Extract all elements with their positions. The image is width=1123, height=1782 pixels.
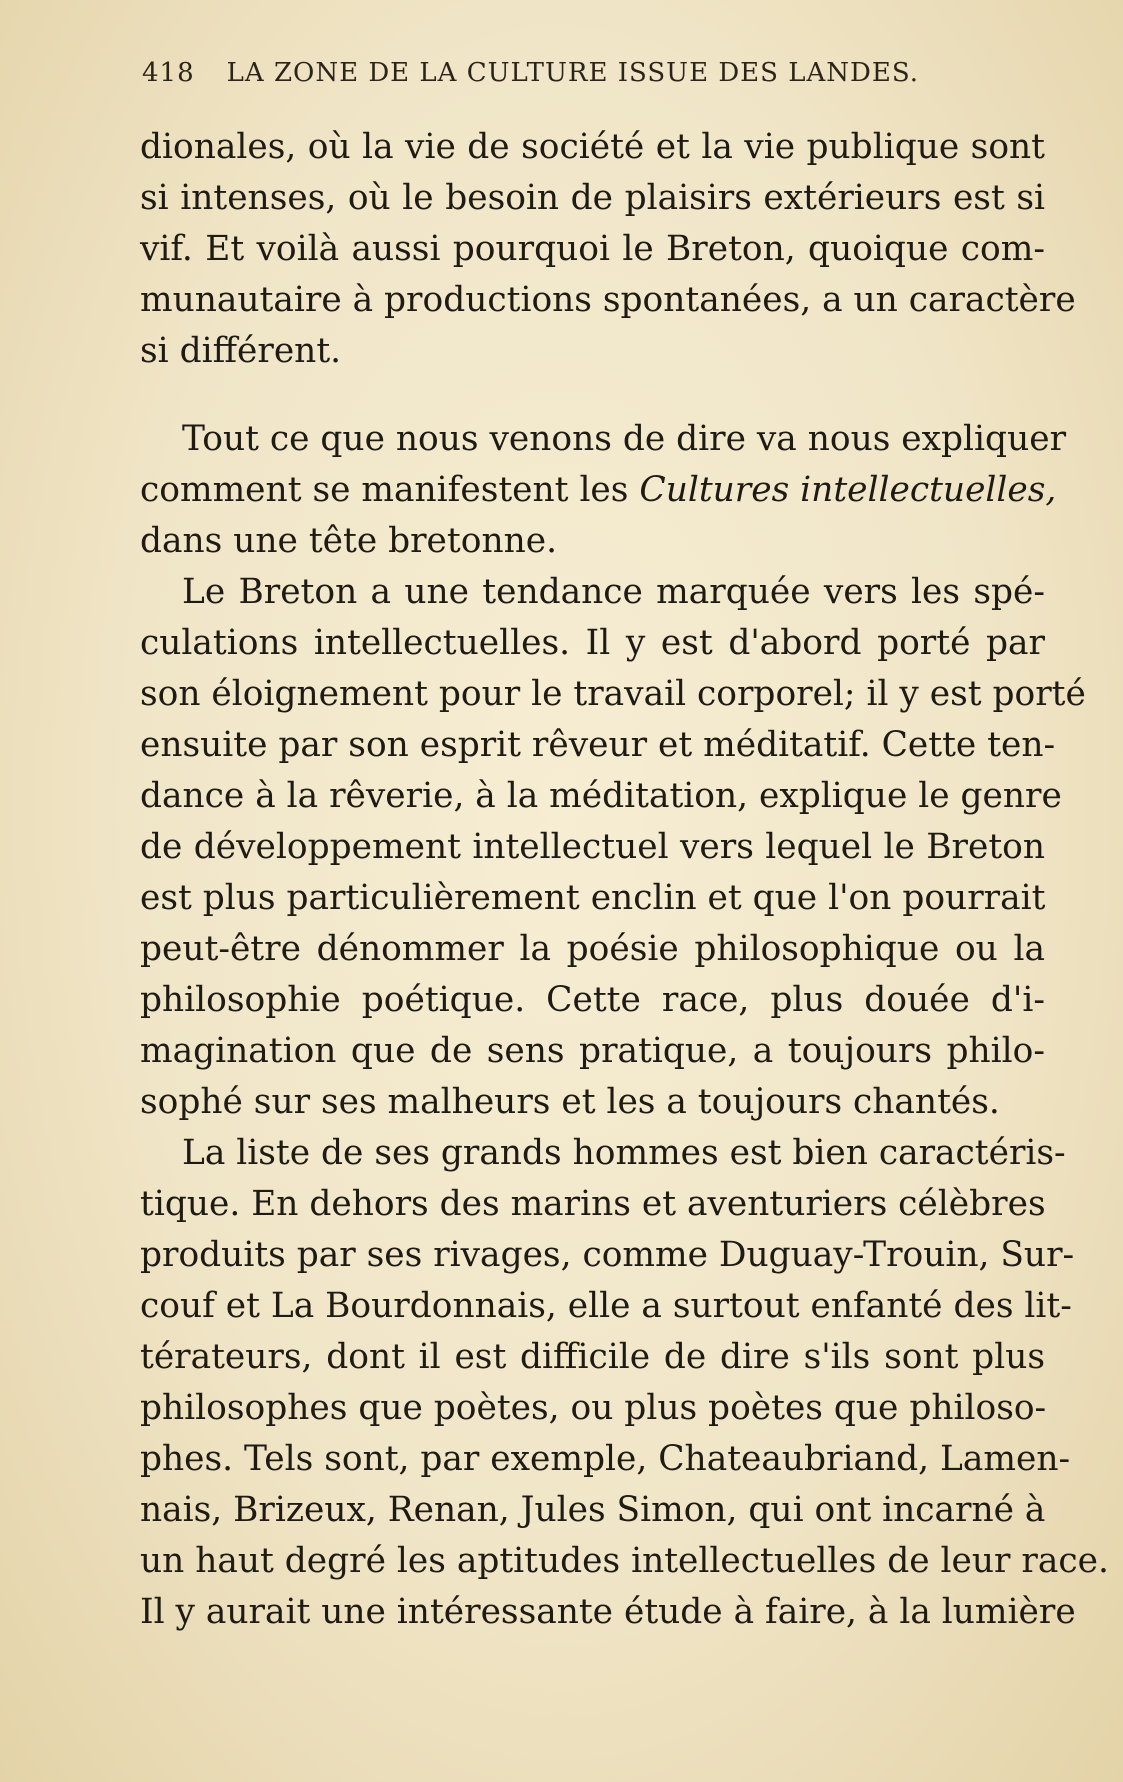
text-line: couf et La Bourdonnais, elle a surtout enfanté des lit- <box>140 1286 1072 1326</box>
paragraph <box>140 122 1076 377</box>
text-line: vif. Et voilà aussi pourquoi le Breton, quoique com- <box>140 229 1045 269</box>
text-line: dionales, où la vie de société et la vie publique sont <box>140 127 1045 167</box>
text-line: Le Breton a une tendance marquée vers les spé- <box>182 572 1045 612</box>
text-line: peut-être dénommer la poésie philosophique ou la <box>140 929 1045 969</box>
text-line: si intenses, où le besoin de plaisirs extérieurs est si <box>140 178 1045 218</box>
section-gap <box>140 377 1045 414</box>
text-segment: comment se manifestent les <box>140 470 640 510</box>
text-line: un haut degré les aptitudes intellectuelles de leur race. <box>140 1541 1109 1581</box>
text-line: tique. En dehors des marins et aventuriers célèbres <box>140 1184 1046 1224</box>
text-line: nais, Brizeux, Renan, Jules Simon, qui ont incarné à <box>140 1490 1046 1530</box>
body-text <box>140 122 1109 1638</box>
text-line: de développement intellectuel vers lequel le Breton <box>140 827 1045 867</box>
text-line: térateurs, dont il est difficile de dire s'ils sont plus <box>140 1337 1045 1377</box>
text-line: ensuite par son esprit rêveur et méditatif. Cette ten- <box>140 725 1056 765</box>
text-line: munautaire à productions spontanées, a un caractère <box>140 280 1076 320</box>
text-line <box>140 465 1057 516</box>
text-line: produits par ses rivages, comme Duguay-Trouin, Sur- <box>140 1235 1075 1275</box>
text-line: Il y aurait une intéressante étude à faire, à la lumière <box>140 1592 1076 1632</box>
text-line: sophé sur ses malheurs et les a toujours chantés. <box>140 1082 1000 1122</box>
paragraph <box>140 1128 1109 1638</box>
text-line: phes. Tels sont, par exemple, Chateaubriand, Lamen- <box>140 1439 1071 1479</box>
text-line: si différent. <box>140 331 342 371</box>
text-line: philosophes que poètes, ou plus poètes que philoso- <box>140 1388 1047 1428</box>
text-line: magination que de sens pratique, a toujours philo- <box>140 1031 1045 1071</box>
running-title: LA ZONE DE LA CULTURE ISSUE DES LANDES. <box>226 58 920 88</box>
running-header <box>142 58 972 88</box>
text-line: dance à la rêverie, à la méditation, explique le genre <box>140 776 1062 816</box>
text-line: dans une tête bretonne. <box>140 521 558 561</box>
text-line: culations intellectuelles. Il y est d'abord porté par <box>140 623 1045 663</box>
text-line: La liste de ses grands hommes est bien caractéris- <box>182 1133 1066 1173</box>
paragraph <box>140 414 1067 567</box>
text-line: son éloignement pour le travail corporel; il y est porté <box>140 674 1086 714</box>
italic-title: Cultures intellectuelles, <box>639 470 1057 510</box>
text-line: philosophie poétique. Cette race, plus douée d'i- <box>140 980 1045 1020</box>
text-line: Tout ce que nous venons de dire va nous expliquer <box>182 419 1067 459</box>
text-line: est plus particulièrement enclin et que l'on pourrait <box>140 878 1046 918</box>
paragraph <box>140 567 1086 1128</box>
page-number: 418 <box>142 58 195 88</box>
